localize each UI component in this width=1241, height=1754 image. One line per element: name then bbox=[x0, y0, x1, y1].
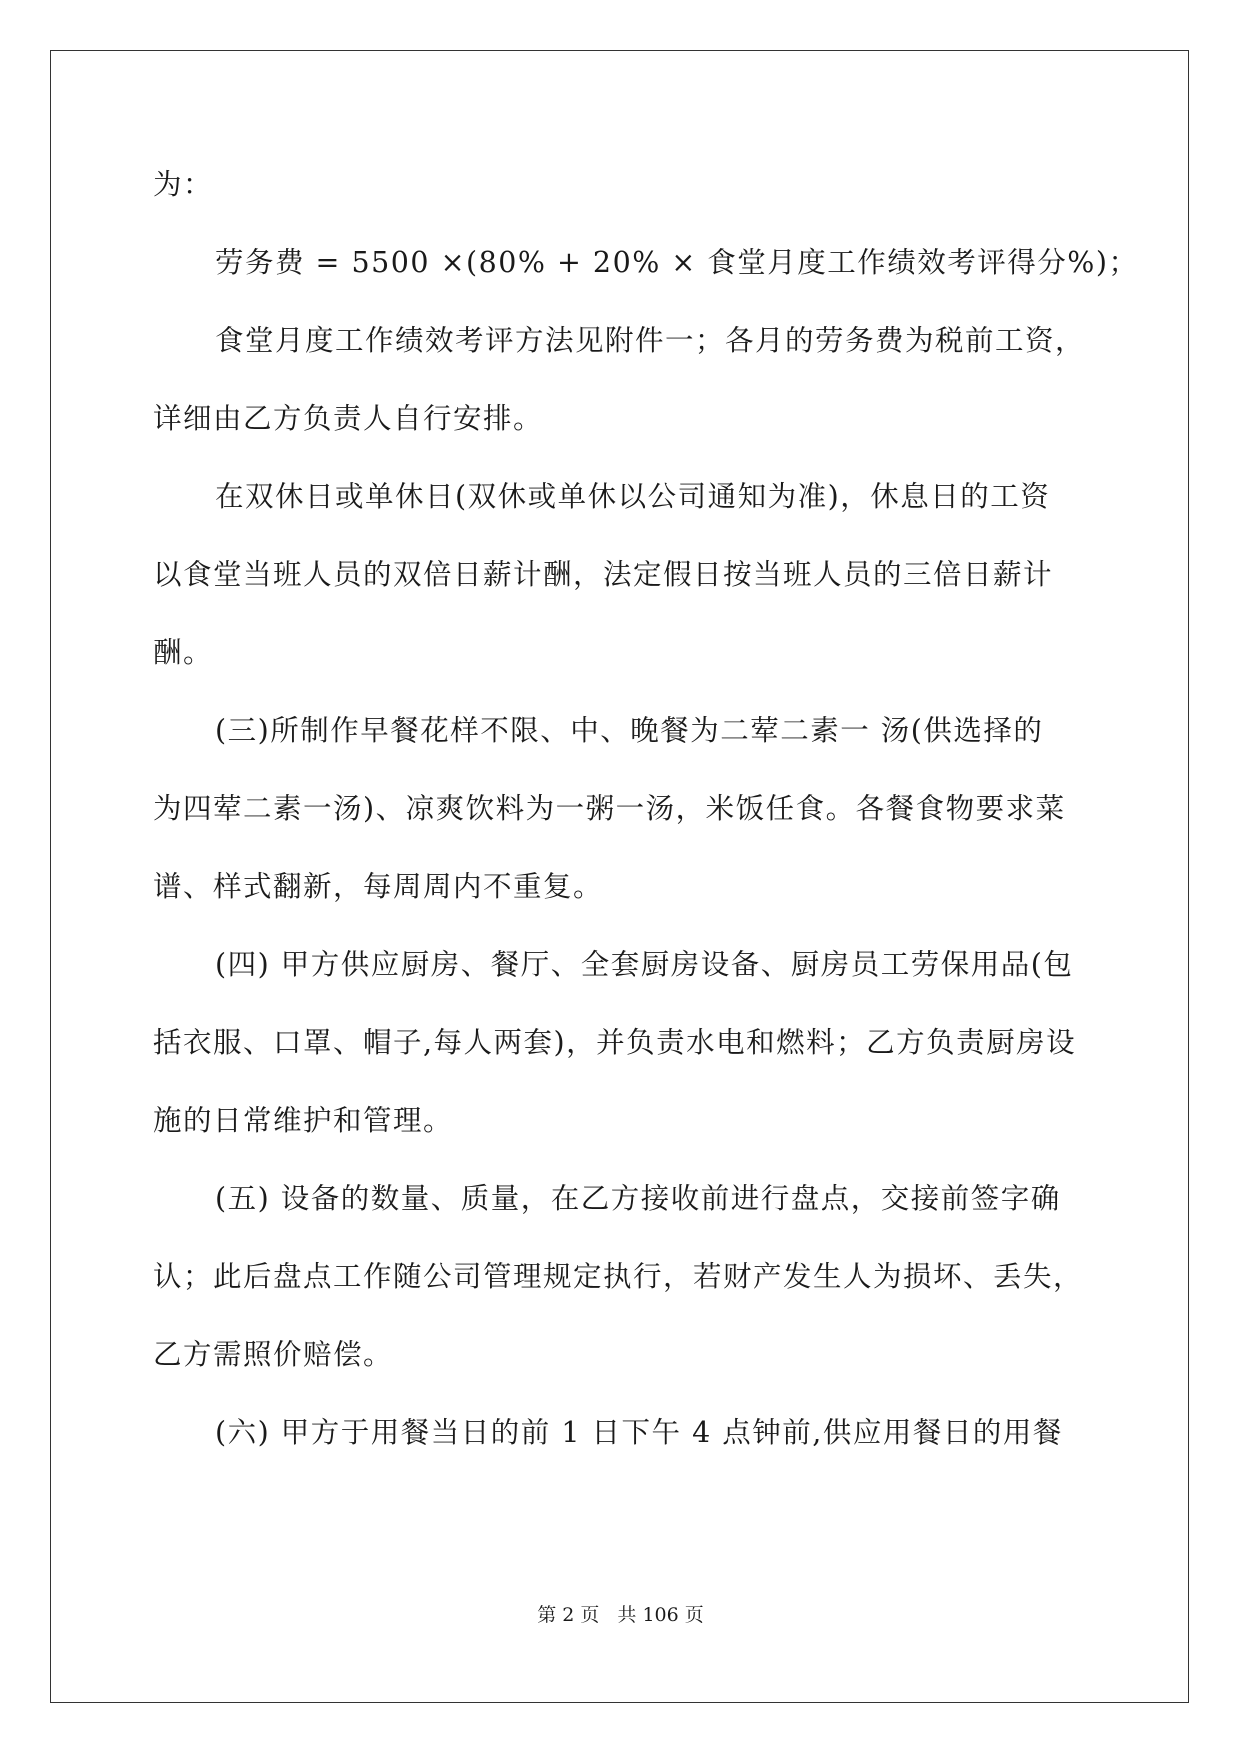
text-line: (四) 甲方供应厨房、餐厅、全套厨房设备、厨房员工劳保用品(包 bbox=[215, 948, 1074, 981]
text-line: 施的日常维护和管理。 bbox=[153, 1104, 454, 1137]
page-number: 第 2 页 bbox=[537, 1604, 600, 1626]
text-line: 详细由乙方负责人自行安排。 bbox=[153, 402, 544, 435]
text-line: 括衣服、口罩、帽子,每人两套)，并负责水电和燃料；乙方负责厨房设 bbox=[153, 1026, 1077, 1059]
text-line: (三)所制作早餐花样不限、中、晚餐为二荤二素一 汤(供选择的 bbox=[215, 714, 1044, 747]
text-line: 酬。 bbox=[153, 636, 214, 669]
page-footer bbox=[0, 1603, 1241, 1627]
text-line: 劳务费 = 5500 ×(80% + 20% × 食堂月度工作绩效考评得分%)； bbox=[215, 246, 1139, 279]
text-line: (六) 甲方于用餐当日的前 1 日下午 4 点钟前,供应用餐日的用餐 bbox=[215, 1416, 1063, 1449]
page-total: 共 106 页 bbox=[617, 1604, 704, 1626]
text-line: 谱、样式翻新，每周周内不重复。 bbox=[153, 870, 604, 903]
text-line: 乙方需照价赔偿。 bbox=[153, 1338, 394, 1371]
text-line: 食堂月度工作绩效考评方法见附件一；各月的劳务费为税前工资， bbox=[215, 324, 1086, 357]
text-line: 在双休日或单休日(双休或单休以公司通知为准)，休息日的工资 bbox=[215, 480, 1051, 513]
text-line: 认；此后盘点工作随公司管理规定执行，若财产发生人为损坏、丢失， bbox=[153, 1260, 1084, 1293]
text-line: (五) 设备的数量、质量，在乙方接收前进行盘点，交接前签字确 bbox=[215, 1182, 1061, 1215]
text-line: 为： bbox=[153, 168, 214, 201]
text-line: 为四荤二素一汤)、凉爽饮料为一粥一汤，米饭任食。各餐食物要求菜 bbox=[153, 792, 1066, 825]
text-line: 以食堂当班人员的双倍日薪计酬，法定假日按当班人员的三倍日薪计 bbox=[153, 558, 1054, 591]
